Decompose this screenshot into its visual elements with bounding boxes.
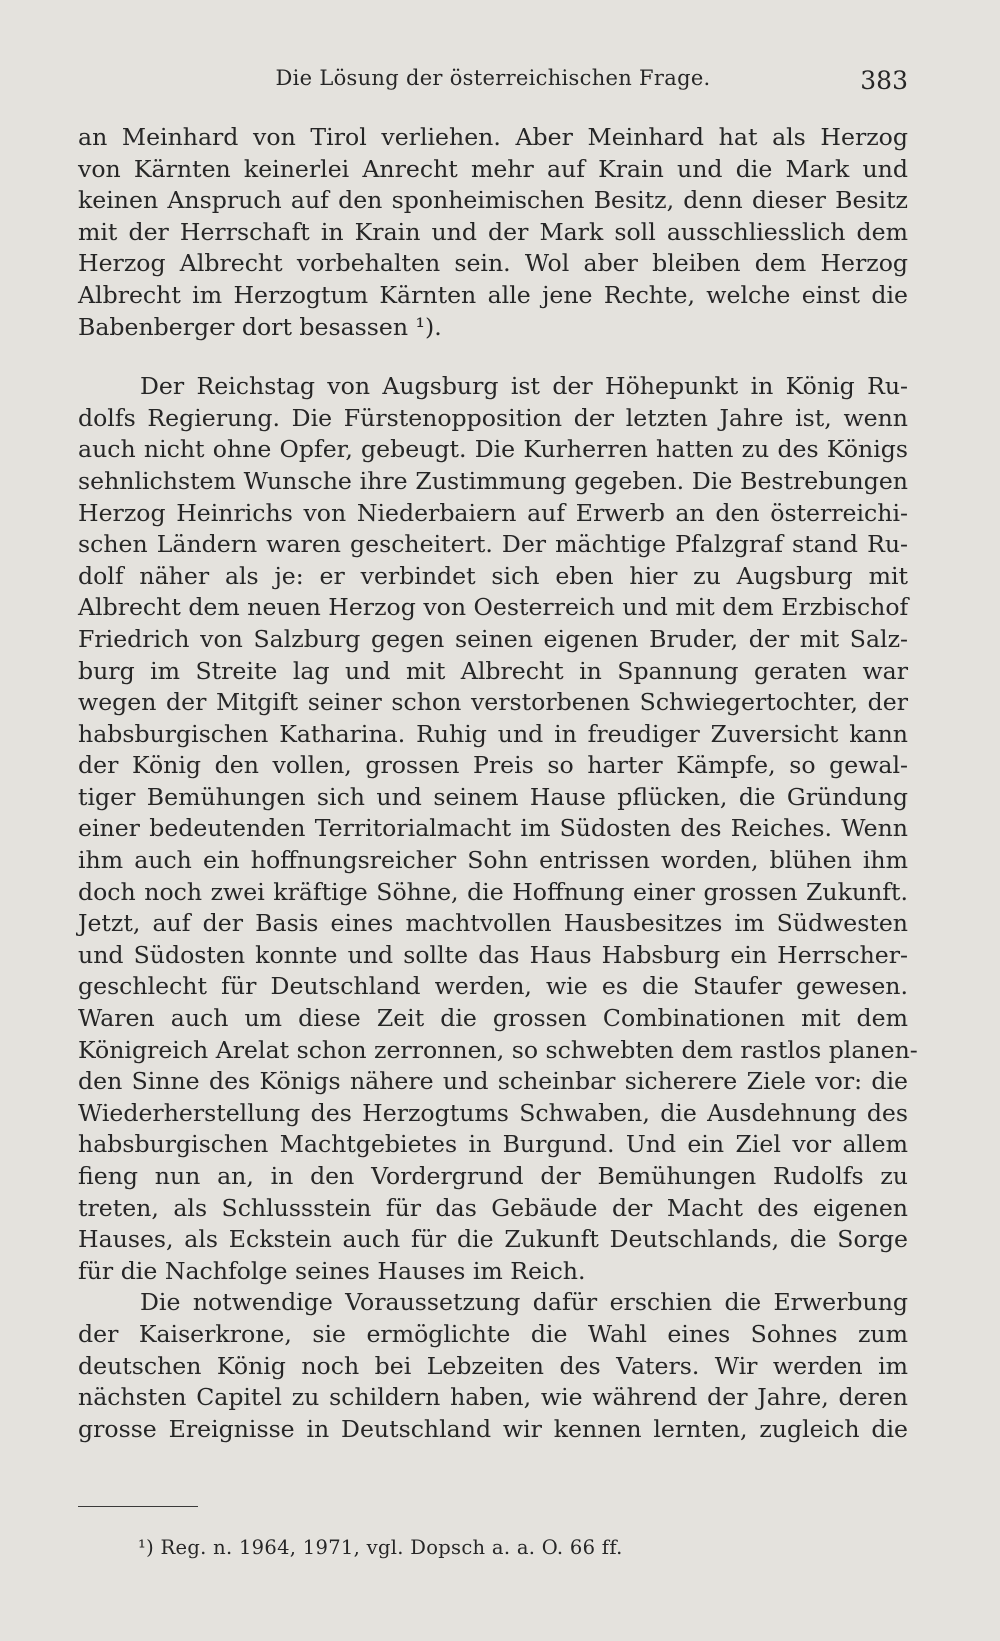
text-line: schen Ländern waren gescheitert. Der mächtige Pfalzgraf stand Ru- [78,530,908,559]
text-line: den Sinne des Königs nähere und scheinbar sicherere Ziele vor: die [78,1067,908,1096]
footnote: ¹) Reg. n. 1964, 1971, vgl. Dopsch a. a. O. 66 ff. [138,1536,623,1559]
text-line: auch nicht ohne Opfer, gebeugt. Die Kurherren hatten zu des Königs [78,435,908,464]
text-line: fieng nun an, in den Vordergrund der Bemühungen Rudolfs zu [78,1162,908,1190]
text-line: der König den vollen, grossen Preis so harter Kämpfe, so gewal- [78,751,908,780]
text-line: Waren auch um diese Zeit die grossen Combinationen mit dem [78,1004,908,1033]
running-title: Die Lösung der österreichischen Frage. [275,66,711,90]
text-line: grosse Ereignisse in Deutschland wir kennen lernten, zugleich die [78,1414,908,1443]
text-line: sehnlichstem Wunsche ihre Zustimmung gegeben. Die Bestrebungen [78,466,908,495]
paragraph-3 [78,1287,908,1445]
text-line: dolfs Regierung. Die Fürstenopposition der letzten Jahre ist, wenn [78,403,908,432]
text-line: Albrecht im Herzogtum Kärnten alle jene Rechte, welche einst die [78,280,908,309]
text-line: Die notwendige Voraussetzung dafür erschien die Erwerbung [140,1288,908,1317]
text-line: habsburgischen Machtgebietes in Burgund. Und ein Ziel vor allem [78,1130,908,1159]
text-line: nächsten Capitel zu schildern haben, wie während der Jahre, deren [78,1383,908,1412]
text-line: Herzog Albrecht vorbehalten sein. Wol aber bleiben dem Herzog [78,249,908,278]
text-line: burg im Streite lag und mit Albrecht in Spannung geraten war [78,656,908,685]
text-line: wegen der Mitgift seiner schon verstorbenen Schwiegertochter, der [78,688,908,717]
text-line: Der Reichstag von Augsburg ist der Höhepunkt in König Ru- [140,372,908,401]
text-line: Jetzt, auf der Basis eines machtvollen Hausbesitzes im Südwesten [78,909,908,938]
text-line: geschlecht für Deutschland werden, wie es die Staufer gewesen. [78,972,908,1001]
text-line: tiger Bemühungen sich und seinem Hause pflücken, die Gründung [78,782,908,811]
text-line: Albrecht dem neuen Herzog von Oesterreich und mit dem Erzbischof [78,593,909,622]
page-number: 383 [860,66,908,95]
running-header [78,62,908,102]
paragraph-2 [78,371,918,1287]
text-line: Babenberger dort besassen ¹). [78,312,442,341]
paragraph-1 [78,122,908,343]
paragraph-gap [78,343,908,371]
text-line: einer bedeutenden Territorialmacht im Südosten des Reiches. Wenn [78,814,908,843]
text-line: mit der Herrschaft in Krain und der Mark soll ausschliesslich dem [78,217,908,246]
text-line: treten, als Schlussstein für das Gebäude der Macht des eigenen [78,1193,908,1222]
text-line: Herzog Heinrichs von Niederbaiern auf Erwerb an den österreichi- [78,498,908,527]
text-line: ihm auch ein hoffnungsreicher Sohn entrissen worden, blühen ihm [78,846,908,875]
text-line: und Südosten konnte und sollte das Haus Habsburg ein Herrscher- [78,940,908,969]
text-line: an Meinhard von Tirol verliehen. Aber Meinhard hat als Herzog [78,123,908,151]
body-text [78,122,918,1445]
footnote-divider [78,1506,198,1507]
text-line: doch noch zwei kräftige Söhne, die Hoffnung einer grossen Zukunft. [78,877,908,906]
text-line: von Kärnten keinerlei Anrecht mehr auf Krain und die Mark und [78,154,908,183]
text-line: für die Nachfolge seines Hauses im Reich. [78,1256,586,1285]
text-line: der Kaiserkrone, sie ermöglichte die Wahl eines Sohnes zum [78,1319,908,1348]
text-line: habsburgischen Katharina. Ruhig und in freudiger Zuversicht kann [78,719,908,748]
text-line: dolf näher als je: er verbindet sich eben hier zu Augsburg mit [78,561,908,590]
text-line: Wiederherstellung des Herzogtums Schwaben, die Ausdehnung des [78,1098,908,1127]
text-line: deutschen König noch bei Lebzeiten des Vaters. Wir werden im [78,1351,908,1380]
text-line: Friedrich von Salzburg gegen seinen eigenen Bruder, der mit Salz- [78,624,908,653]
text-line: Hauses, als Eckstein auch für die Zukunft Deutschlands, die Sorge [78,1225,908,1254]
text-line: keinen Anspruch auf den sponheimischen Besitz, denn dieser Besitz [78,186,908,215]
text-line: Königreich Arelat schon zerronnen, so schwebten dem rastlos planen- [78,1035,918,1064]
